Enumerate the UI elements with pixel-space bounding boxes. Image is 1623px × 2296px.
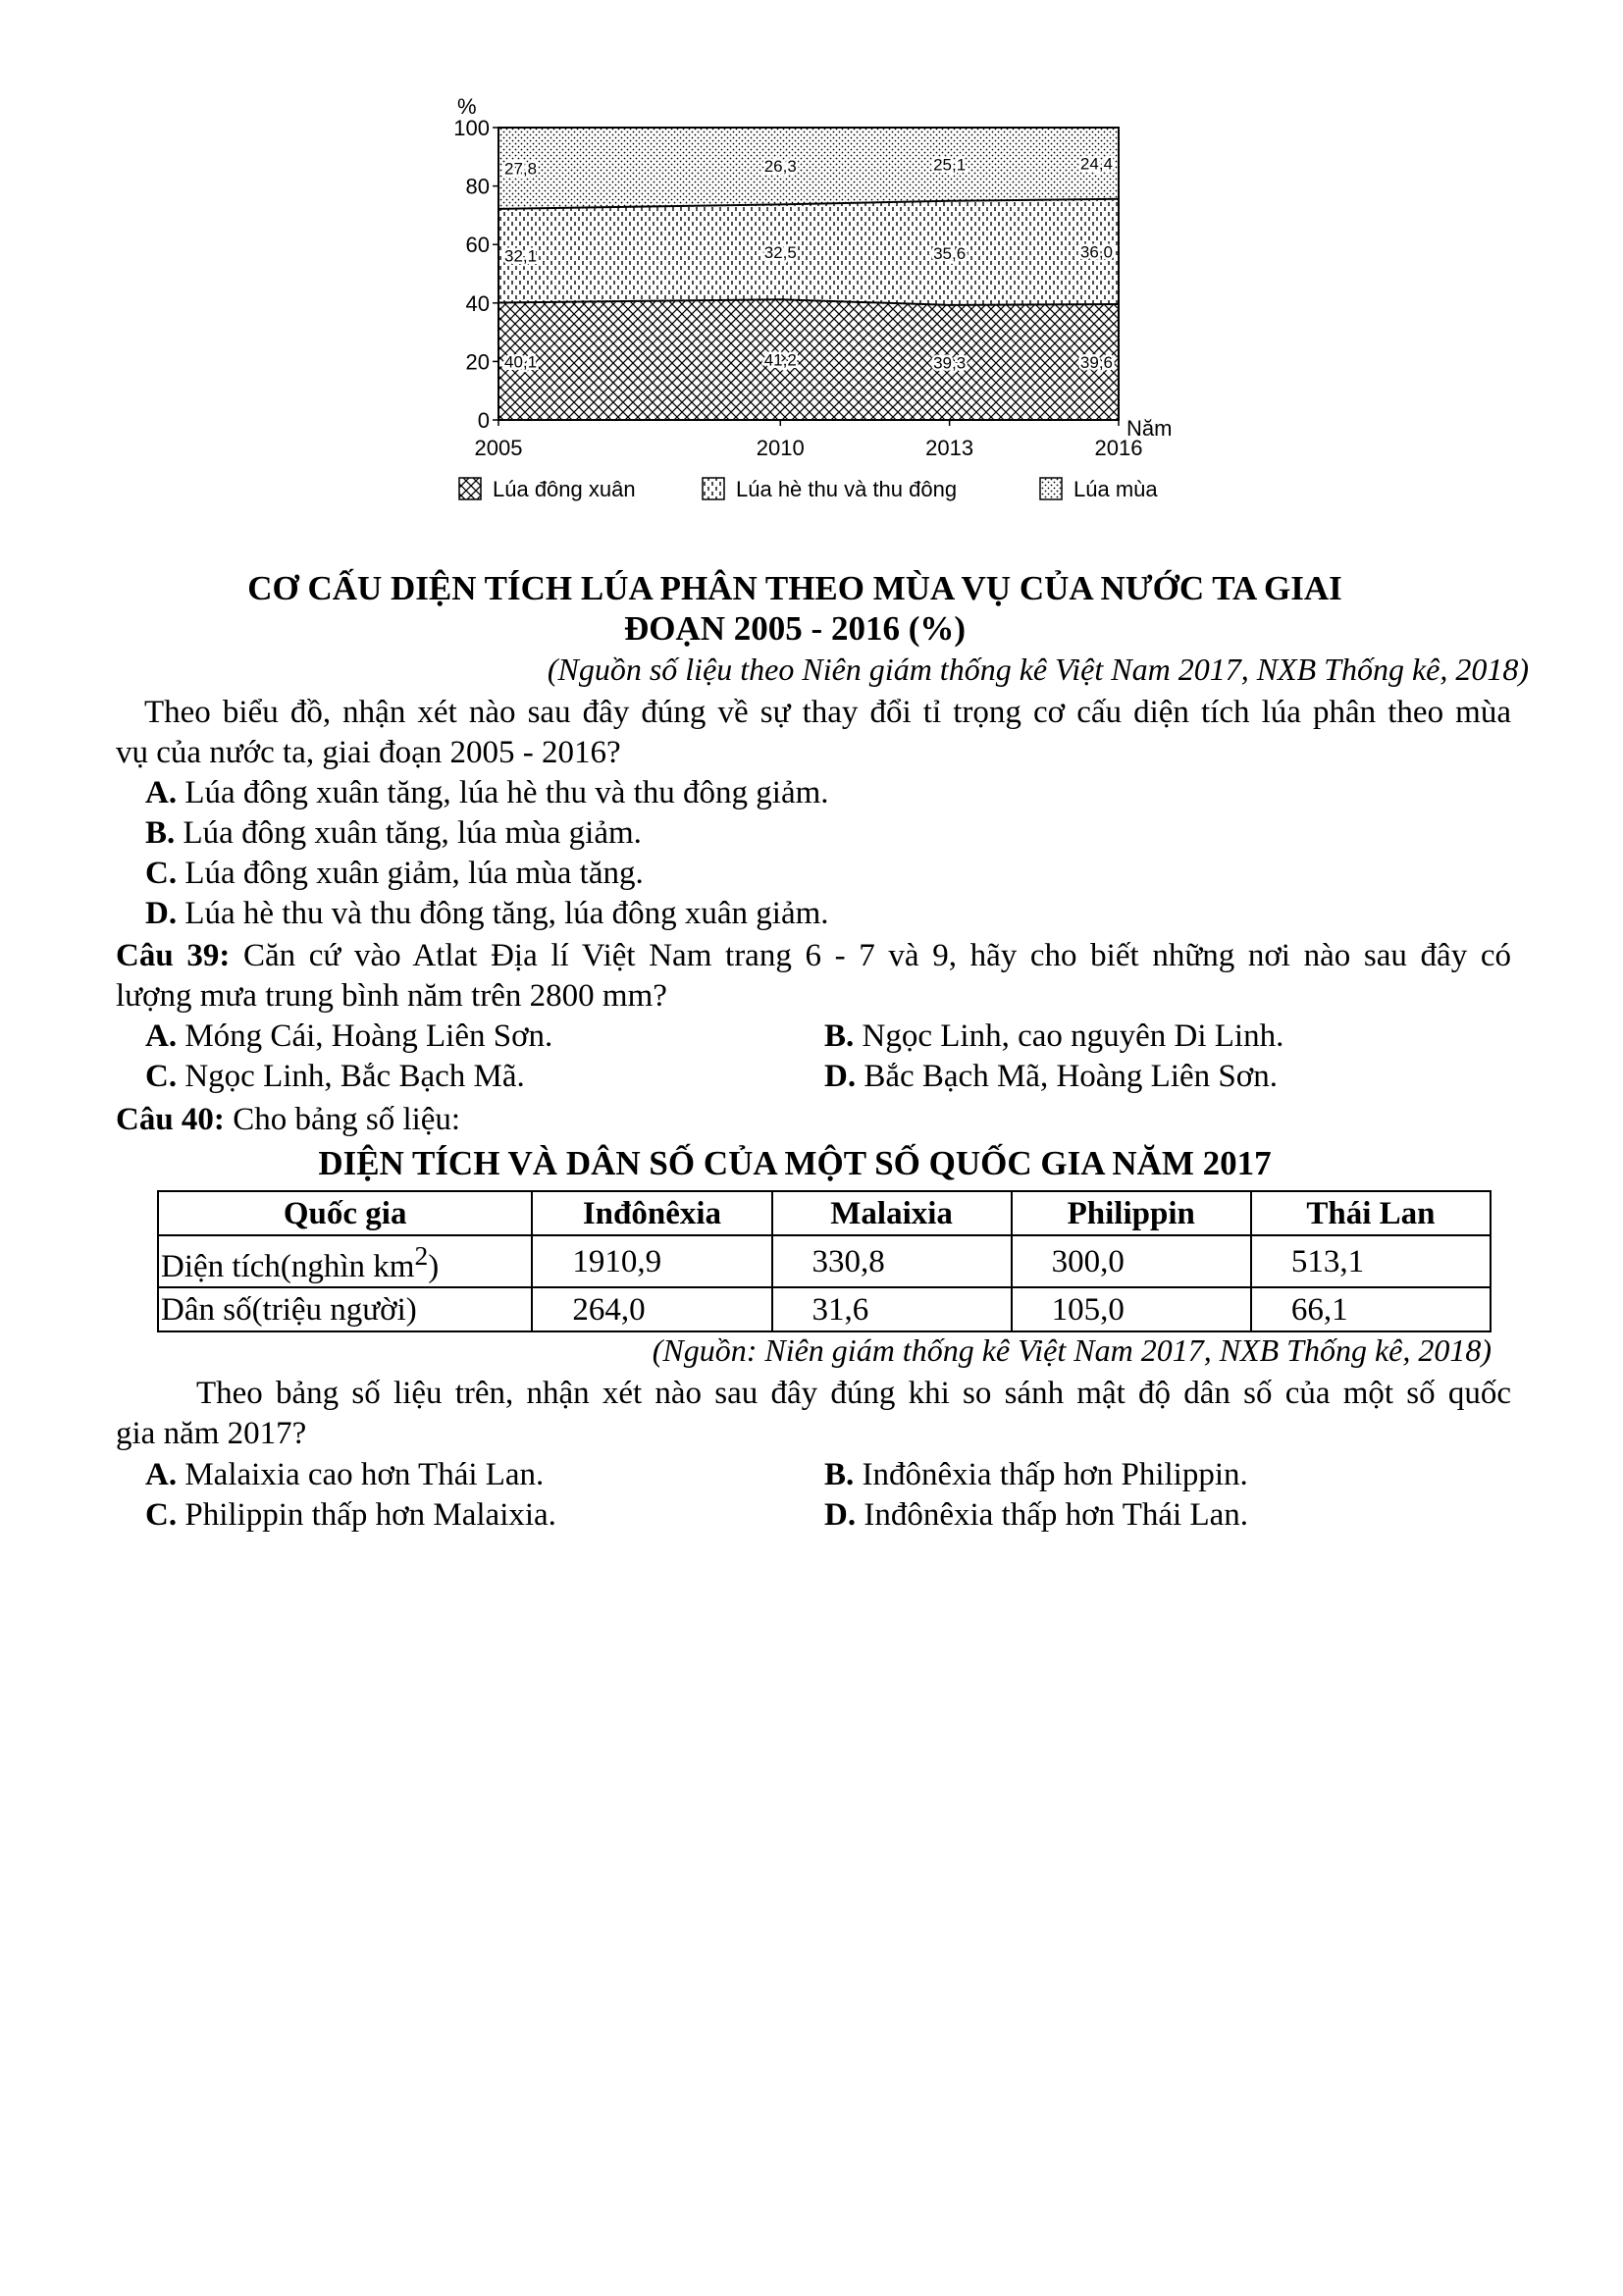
- table-row-label: Dân số(triệu người): [158, 1287, 532, 1331]
- x-tick-label: 2005: [474, 436, 523, 460]
- q40-stem2-line-2: gia năm 2017?: [116, 1416, 307, 1451]
- q39-stem-line-1: [116, 936, 1511, 975]
- option-text: Lúa hè thu và thu đông tăng, lúa đông xuân giảm.: [177, 896, 829, 931]
- y-tick-label: 0: [477, 408, 490, 433]
- data-label: 40,1: [504, 352, 538, 372]
- stacked-area-chart: [432, 83, 1217, 545]
- data-label: 32,1: [504, 246, 538, 266]
- table-header-cell: Inđônêxia: [532, 1191, 771, 1235]
- row-label-superscript: 2: [414, 1240, 429, 1271]
- x-tick-label: 2013: [925, 436, 974, 460]
- option-letter: C.: [145, 1059, 178, 1094]
- y-tick-label: 60: [465, 233, 490, 258]
- question-label: Câu 39:: [116, 938, 231, 973]
- option-text: Bắc Bạch Mã, Hoàng Liên Sơn.: [856, 1059, 1278, 1094]
- y-tick-label: 40: [465, 290, 490, 316]
- data-label: 27,8: [504, 159, 538, 179]
- x-tick-label: 2016: [1094, 436, 1143, 460]
- area-1: [498, 199, 1119, 305]
- data-label: 36,0: [1079, 242, 1113, 262]
- table-cell: 513,1: [1251, 1235, 1491, 1287]
- option-letter: D.: [145, 896, 178, 931]
- legend-swatch: [459, 478, 481, 499]
- data-label: 24,4: [1079, 154, 1113, 174]
- data-label: 35,6: [933, 243, 967, 263]
- option-letter: D.: [824, 1497, 857, 1533]
- q40-option-b: [824, 1455, 1248, 1494]
- table-cell: 300,0: [1012, 1235, 1251, 1287]
- q40-stem2-line-1: Theo bảng số liệu trên, nhận xét nào sau đây đúng khi so sánh mật độ dân số của một số quốc: [196, 1376, 1511, 1411]
- data-label: 39,6: [1079, 352, 1113, 372]
- question-stem: Căn cứ vào Atlat Địa lí Việt Nam trang 6 - 7 và 9, hãy cho biết những nơi nào sau đây có: [230, 938, 1511, 973]
- data-label: 25,1: [933, 155, 967, 175]
- data-table: [157, 1190, 1492, 1332]
- y-tick-label: 20: [465, 349, 490, 375]
- option-text: Lúa đông xuân giảm, lúa mùa tăng.: [177, 856, 644, 891]
- table-header-cell: Quốc gia: [158, 1191, 532, 1235]
- option-text: Ngọc Linh, cao nguyên Di Linh.: [854, 1018, 1284, 1054]
- table-header-cell: Malaixia: [772, 1191, 1012, 1235]
- table-row: [158, 1287, 1491, 1331]
- option-letter: B.: [824, 1457, 855, 1492]
- chart-source: (Nguồn số liệu theo Niên giám thống kê Việt Nam 2017, NXB Thống kê, 2018): [547, 652, 1529, 687]
- question-stem: Cho bảng số liệu:: [224, 1102, 461, 1137]
- q38-stem-line-1: Theo biểu đồ, nhận xét nào sau đây đúng về sự thay đổi tỉ trọng cơ cấu diện tích lúa phân theo mùa: [144, 695, 1511, 730]
- row-label-text: Diện tích(nghìn km: [161, 1249, 415, 1284]
- table-cell: 1910,9: [532, 1235, 771, 1287]
- table-cell: 330,8: [772, 1235, 1012, 1287]
- option-text: Inđônêxia thấp hơn Thái Lan.: [856, 1497, 1248, 1533]
- table-source: (Nguồn: Niên giám thống kê Việt Nam 2017, NXB Thống kê, 2018): [652, 1332, 1492, 1368]
- option-letter: A.: [145, 1018, 178, 1054]
- table-row-label: [158, 1235, 532, 1287]
- data-label: 39,3: [933, 353, 967, 373]
- option-letter: A.: [145, 1457, 178, 1492]
- chart-title-line-2: ĐOẠN 2005 - 2016 (%): [623, 609, 967, 648]
- option-text: Lúa đông xuân tăng, lúa mùa giảm.: [175, 815, 642, 851]
- table-cell: 31,6: [772, 1287, 1012, 1331]
- x-axis-unit: Năm: [1126, 416, 1173, 441]
- q40-option-d: [824, 1495, 1248, 1535]
- option-text: Lúa đông xuân tăng, lúa hè thu và thu đông giảm.: [177, 775, 829, 810]
- table-header-cell: Philippin: [1012, 1191, 1251, 1235]
- option-letter: B.: [145, 815, 176, 851]
- option-letter: A.: [145, 775, 178, 810]
- y-axis-unit: %: [457, 94, 477, 119]
- option-letter: C.: [145, 856, 178, 891]
- data-label: 32,5: [763, 242, 797, 262]
- question-label: Câu 40:: [116, 1102, 225, 1137]
- q39-option-a: [145, 1017, 552, 1056]
- q40-stem: [116, 1100, 460, 1139]
- table-header-row: [158, 1191, 1491, 1235]
- row-label-end: ): [428, 1249, 440, 1284]
- option-text: Malaixia cao hơn Thái Lan.: [177, 1457, 545, 1492]
- option-text: Ngọc Linh, Bắc Bạch Mã.: [177, 1059, 525, 1094]
- legend-swatch: [1040, 478, 1062, 499]
- table-cell: 264,0: [532, 1287, 771, 1331]
- legend-label: Lúa đông xuân: [493, 477, 636, 501]
- q38-stem-line-2: vụ của nước ta, giai đoạn 2005 - 2016?: [116, 735, 621, 770]
- area-0: [498, 299, 1119, 420]
- option-letter: C.: [145, 1497, 178, 1533]
- table-title: DIỆN TÍCH VÀ DÂN SỐ CỦA MỘT SỐ QUỐC GIA NĂM 2017: [318, 1144, 1272, 1182]
- q38-option-c: [145, 854, 644, 893]
- q39-option-c: [145, 1057, 525, 1096]
- q38-option-d: [145, 894, 829, 933]
- q39-stem-line-2: lượng mưa trung bình năm trên 2800 mm?: [116, 978, 667, 1014]
- option-text: Inđônêxia thấp hơn Philippin.: [854, 1457, 1248, 1492]
- legend-swatch: [703, 478, 724, 499]
- q39-option-d: [824, 1057, 1278, 1096]
- q39-option-b: [824, 1017, 1283, 1056]
- legend-label: Lúa mùa: [1073, 477, 1158, 501]
- y-tick-label: 80: [465, 174, 490, 199]
- data-label: 41,2: [763, 350, 797, 370]
- chart-title-line-1: CƠ CẤU DIỆN TÍCH LÚA PHÂN THEO MÙA VỤ CỦA NƯỚC TA GIAI: [247, 569, 1342, 607]
- option-letter: B.: [824, 1018, 855, 1054]
- table-cell: 105,0: [1012, 1287, 1251, 1331]
- option-letter: D.: [824, 1059, 857, 1094]
- legend-label: Lúa hè thu và thu đông: [736, 477, 958, 501]
- table-header-cell: Thái Lan: [1251, 1191, 1491, 1235]
- option-text: Philippin thấp hơn Malaixia.: [177, 1497, 556, 1533]
- y-tick-label: 100: [453, 116, 490, 140]
- q38-option-b: [145, 813, 642, 853]
- data-label: 26,3: [763, 157, 797, 177]
- table-row: [158, 1235, 1491, 1287]
- area-2: [498, 128, 1119, 209]
- option-text: Móng Cái, Hoàng Liên Sơn.: [177, 1018, 553, 1054]
- x-tick-label: 2010: [756, 436, 805, 460]
- rice-area-structure-chart: [432, 83, 1217, 545]
- q40-option-a: [145, 1455, 544, 1494]
- table-cell: 66,1: [1251, 1287, 1491, 1331]
- q38-option-a: [145, 773, 829, 812]
- q40-option-c: [145, 1495, 556, 1535]
